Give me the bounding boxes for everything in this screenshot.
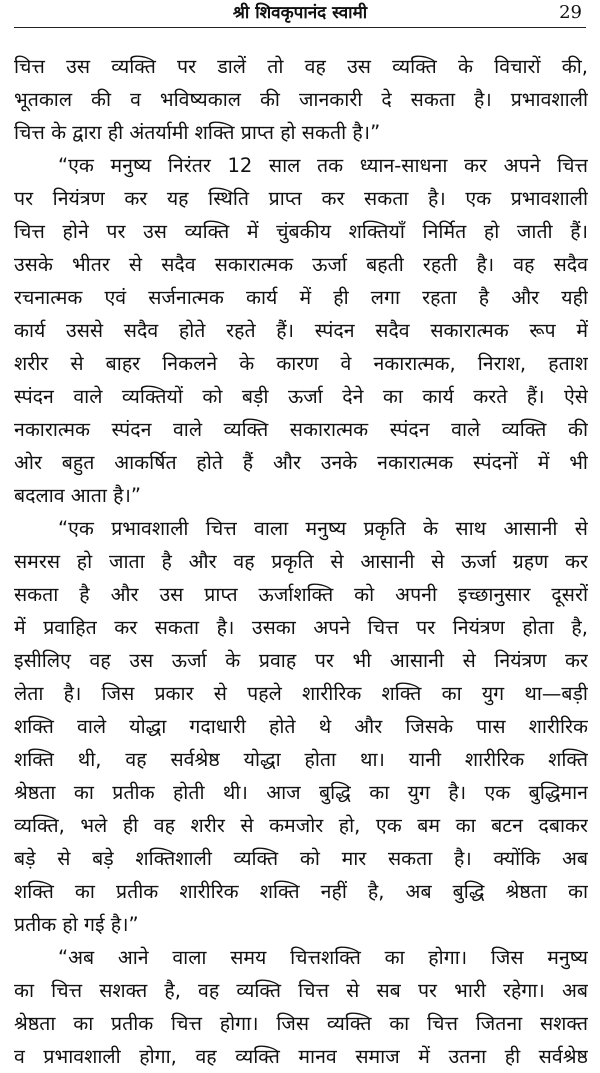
text-line: लेता है। जिस प्रकार से पहले शारीरिक शक्ति का युग था—बड़ी xyxy=(14,682,588,705)
text-line: प्रतीक हो गई है।” xyxy=(14,913,139,936)
body-text xyxy=(14,50,588,1073)
text-line: स्पंदन वाले व्यक्तियों को बड़ी ऊर्जा देने का कार्य करते हैं। ऐसे xyxy=(14,385,588,408)
text-line: कार्य उससे सदैव होते रहते हैं। स्पंदन सदैव सकारात्मक रूप में xyxy=(14,319,588,342)
text-line: नकारात्मक स्पंदन वाले व्यक्ति सकारात्मक स्पंदन वाले व्यक्ति की xyxy=(14,418,588,441)
running-title: श्री शिवकृपानंद स्वामी xyxy=(232,3,368,23)
text-line: ओर बहुत आकर्षित होते हैं और उनके नकारात्मक स्पंदनों में भी xyxy=(14,451,588,474)
paragraph-2 xyxy=(14,149,588,512)
paragraph-4 xyxy=(14,941,588,1073)
text-line: चित्त उस व्यक्ति पर डालें तो वह उस व्यक्ति के विचारों की, xyxy=(14,55,588,78)
text-line: श्रेष्ठता का प्रतीक होती थी। आज बुद्धि का युग है। एक बुद्धिमान xyxy=(14,781,588,804)
text-line: चित्त के द्वारा ही अंतर्यामी शक्ति प्राप्त हो सकती है।” xyxy=(14,121,381,144)
text-line: बदलाव आता है।” xyxy=(14,484,141,507)
text-line: शक्ति थी, वह सर्वश्रेष्ठ योद्धा होता था। यानी शारीरिक शक्ति xyxy=(14,748,588,771)
text-line: का चित्त सशक्त है, वह व्यक्ति चित्त से सब पर भारी रहेगा। अब xyxy=(14,979,588,1002)
header-rule xyxy=(14,27,586,28)
text-line: सकता है और उस प्राप्त ऊर्जाशक्ति को अपनी इच्छानुसार दूसरों xyxy=(14,583,588,606)
text-line: शक्ति वाले योद्धा गदाधारी होते थे और जिसके पास शारीरिक xyxy=(14,715,588,738)
text-line: व प्रभावशाली होगा, वह व्यक्ति मानव समाज में उतना ही सर्वश्रेष्ठ xyxy=(14,1045,588,1068)
text-line: इसीलिए वह उस ऊर्जा के प्रवाह पर भी आसानी से नियंत्रण कर xyxy=(14,649,588,672)
text-line: बड़े से बड़े शक्तिशाली व्यक्ति को मार सकता है। क्योंकि अब xyxy=(14,847,588,870)
paragraph-3 xyxy=(14,512,588,941)
text-line: श्रेष्ठता का प्रतीक चित्त होगा। जिस व्यक्ति का चित्त जितना सशक्त xyxy=(14,1012,588,1035)
text-line: भूतकाल की व भविष्यकाल की जानकारी दे सकता है। प्रभावशाली xyxy=(14,88,588,111)
text-line: में प्रवाहित कर सकता है। उसका अपने चित्त पर नियंत्रण होता है, xyxy=(14,616,588,639)
page-header xyxy=(0,0,600,30)
page-number: 29 xyxy=(559,2,582,23)
text-line: समरस हो जाता है और वह प्रकृति से आसानी से ऊर्जा ग्रहण कर xyxy=(14,550,588,573)
paragraph-1 xyxy=(14,50,588,149)
text-line: शरीर से बाहर निकलने के कारण वे नकारात्मक, निराश, हताश xyxy=(14,352,588,375)
text-line: चित्त होने पर उस व्यक्ति में चुंबकीय शक्तियाँ निर्मित हो जाती हैं। xyxy=(14,220,588,243)
text-line: उसके भीतर से सदैव सकारात्मक ऊर्जा बहती रहती है। वह सदैव xyxy=(14,253,588,276)
text-line: व्यक्ति, भले ही वह शरीर से कमजोर हो, एक बम का बटन दबाकर xyxy=(14,814,588,837)
text-line: शक्ति का प्रतीक शारीरिक शक्ति नहीं है, अब बुद्धि श्रेष्ठता का xyxy=(14,880,588,903)
text-line: “अब आने वाला समय चित्तशक्ति का होगा। जिस मनुष्य xyxy=(58,946,588,969)
text-line: “एक प्रभावशाली चित्त वाला मनुष्य प्रकृति के साथ आसानी से xyxy=(58,517,588,540)
text-line: पर नियंत्रण कर यह स्थिति प्राप्त कर सकता है। एक प्रभावशाली xyxy=(14,187,588,210)
text-line: “एक मनुष्य निरंतर 12 साल तक ध्यान-साधना कर अपने चित्त xyxy=(58,154,588,177)
text-line: रचनात्मक एवं सर्जनात्मक कार्य में ही लगा रहता है और यही xyxy=(14,286,588,309)
